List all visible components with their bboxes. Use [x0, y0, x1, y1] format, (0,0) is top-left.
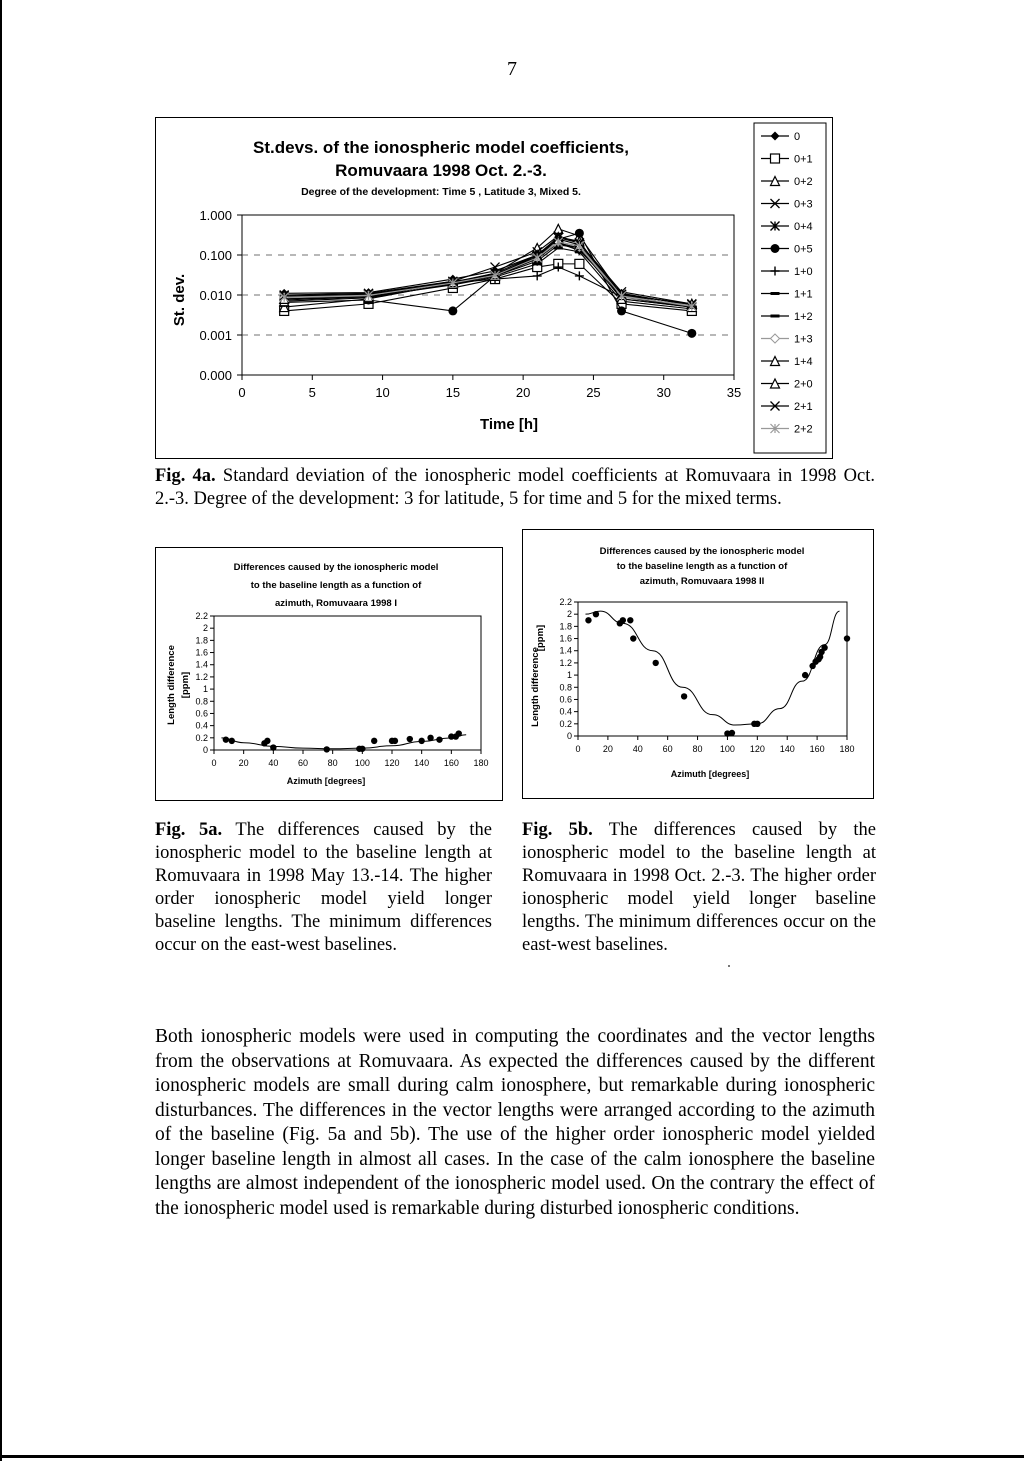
fig5a-chart-box — [155, 547, 503, 801]
fig5b-data-point — [620, 617, 626, 623]
fig5a-y-tick-label: 0.6 — [195, 708, 208, 719]
fig5b-data-point — [729, 730, 735, 736]
fig5a-x-tick-label: 160 — [443, 758, 459, 768]
fig5b-y-tick-label: 0.4 — [559, 706, 572, 717]
fig4-title-line2: Romuvaara 1998 Oct. 2.-3. — [335, 161, 547, 180]
fig5a-data-point — [456, 730, 462, 736]
fig5b-data-point — [653, 660, 659, 666]
fig5b-data-point — [821, 644, 827, 650]
fig4-title: St.devs. of the ionospheric model coefficients, — [253, 138, 629, 157]
fig5a-x-tick-label: 100 — [354, 758, 370, 768]
fig4-legend-label: 0 — [794, 131, 801, 143]
fig5a-x-tick-label: 180 — [473, 758, 489, 768]
fig5b-data-point — [844, 635, 850, 641]
fig4-y-tick-label: 0.001 — [199, 328, 232, 343]
fig5b-data-point — [802, 672, 808, 678]
page-edge-bottom — [0, 1455, 1024, 1458]
fig5a-y-axis-unit: [ppm] — [180, 671, 191, 699]
fig4-x-tick-label: 30 — [656, 385, 671, 400]
fig5a-y-tick-label: 0.4 — [195, 720, 208, 731]
fig5b-y-tick-label: 1.4 — [559, 645, 572, 656]
fig4-caption-label: Fig. 4a. — [155, 466, 216, 486]
fig4-x-tick-label: 15 — [445, 385, 461, 400]
fig4-y-tick-label: 1.000 — [199, 208, 232, 223]
fig5a-x-tick-label: 40 — [268, 758, 279, 768]
fig4-chart-box — [155, 117, 833, 459]
fig5b-x-tick-label: 20 — [602, 744, 613, 754]
fig5a-title-line3: azimuth, Romuvaara 1998 I — [275, 598, 397, 609]
fig5a-title-line1: Differences caused by the ionospheric model — [233, 562, 439, 573]
fig5b-x-tick-label: 100 — [719, 744, 735, 754]
fig5a-caption — [155, 819, 492, 957]
fig5a-x-tick-label: 140 — [414, 758, 430, 768]
fig4-subtitle: Degree of the development: Time 5 , Latitude 3, Mixed 5. — [301, 186, 581, 198]
fig5b-data-point — [681, 693, 687, 699]
fig4-legend-box — [754, 123, 826, 453]
fig4-legend-marker — [771, 244, 780, 253]
fig5b-x-axis-label: Azimuth [degrees] — [670, 769, 750, 779]
fig4-legend-label: 2+0 — [794, 378, 813, 391]
body-paragraph: Both ionospheric models were used in computing the coordinates and the vector lengths from the observations at Romuvaara. As expected the differences caused by the different ionospheric models are small during calm ionosphere, but remarkable during ionospheric disturbances. The differences in the vector lengths were arranged according to the azimuth of the baseline (Fig. 5a and 5b). The use of the higher order ionospheric model yielded longer baseline length in almost all cases. In the case of the calm ionosphere the baseline lengths are almost independent of the ionospheric model used. On the contrary the effect of the ionospheric model used is remarkable during disturbed ionospheric conditions. — [155, 1026, 875, 1219]
fig5b-data-point — [627, 617, 633, 623]
fig5b-y-tick-label: 2 — [566, 609, 572, 620]
fig4-legend-label: 1+0 — [794, 266, 813, 278]
fig5b-x-tick-label: 80 — [692, 744, 703, 754]
fig5a-x-tick-label: 120 — [384, 758, 400, 768]
fig5b-x-tick-label: 140 — [779, 744, 795, 754]
fig4-x-tick-label: 25 — [586, 385, 601, 400]
fig4-legend-label: 1+3 — [794, 333, 813, 346]
fig5a-y-tick-label: 1.8 — [195, 635, 208, 646]
fig4-y-tick-label: 0.100 — [199, 248, 232, 263]
page-edge-left — [0, 0, 2, 1461]
scan-speck — [728, 965, 730, 967]
fig4-point — [554, 246, 563, 249]
fig4-y-tick-label: 0.000 — [199, 368, 232, 383]
fig4-point — [533, 262, 542, 265]
fig4-point — [687, 329, 696, 338]
fig5a-y-tick-label: 1.4 — [195, 659, 208, 670]
fig5b-y-tick-label: 0.2 — [559, 718, 572, 729]
fig4-x-tick-label: 20 — [515, 385, 531, 400]
fig5a-y-axis-label: Length difference — [166, 645, 177, 725]
fig4-legend-label: 1+2 — [794, 311, 813, 323]
fig5a-x-tick-label: 0 — [211, 758, 217, 768]
fig5a-data-point — [427, 735, 433, 741]
fig5b-title-line2: to the baseline length as a function of — [616, 561, 788, 572]
fig5a-data-point — [392, 738, 398, 744]
fig5b-x-tick-label: 120 — [749, 744, 765, 754]
fig4-point — [575, 259, 584, 268]
fig5a-x-tick-label: 20 — [238, 758, 249, 768]
page-number: 7 — [507, 58, 517, 80]
fig4-y-axis-label: St. dev. — [171, 273, 188, 327]
fig5b-data-point — [585, 617, 591, 623]
fig4-legend-label: 0+5 — [794, 243, 813, 256]
fig5b-caption — [522, 819, 876, 957]
fig5a-data-point — [264, 738, 270, 744]
fig5b-x-tick-label: 160 — [809, 744, 825, 754]
fig5b-y-tick-label: 2.2 — [559, 597, 572, 607]
fig5b-y-axis-unit: [ppm] — [535, 624, 546, 652]
fig5a-x-tick-label: 60 — [297, 758, 309, 768]
fig5b-chart — [523, 530, 873, 798]
fig5b-y-axis-label: Length difference — [530, 647, 541, 727]
fig5a-caption-text: The differences caused by the ionospheric model to the baseline length at Romuvaara in 1998 May 13.-14. The higher order ionospheric model yield longer baseline lengths. The minimum differences occur on the east-west baselines. — [155, 820, 492, 955]
fig5a-x-tick-label: 80 — [327, 758, 338, 768]
fig5a-y-tick-label: 2 — [202, 623, 208, 634]
fig5a-y-tick-label: 0.2 — [195, 732, 208, 743]
fig5b-data-point — [754, 721, 760, 727]
fig5a-data-point — [229, 738, 235, 744]
fig4-caption — [155, 465, 875, 511]
fig5b-caption-label: Fig. 5b. — [522, 820, 593, 840]
fig5a-data-point — [371, 738, 377, 744]
fig5b-data-point — [593, 611, 599, 617]
fig4-x-axis-label: Time [h] — [479, 416, 539, 433]
fig4-legend-label: 0+1 — [794, 153, 813, 166]
fig5b-x-tick-label: 0 — [575, 744, 581, 754]
fig5a-data-point — [270, 744, 276, 750]
fig4-x-tick-label: 10 — [375, 385, 390, 400]
fig5b-x-tick-label: 40 — [632, 744, 643, 754]
fig5b-title-line1: Differences caused by the ionospheric model — [599, 546, 805, 557]
fig5a-data-point — [359, 746, 365, 752]
fig5a-y-tick-label: 0.8 — [195, 696, 208, 707]
fig4-legend-label: 0+4 — [794, 221, 813, 233]
fig5b-x-tick-label: 60 — [662, 744, 673, 754]
fig5b-chart-box — [522, 529, 874, 799]
fig5a-y-tick-label: 2.2 — [195, 611, 208, 621]
fig4-legend-label: 2+1 — [794, 401, 813, 413]
fig5a-y-tick-label: 1.6 — [195, 647, 208, 658]
fig4-legend-label: 1+4 — [794, 356, 813, 368]
fig5a-x-axis-label: Azimuth [degrees] — [286, 776, 366, 786]
fig5a-data-point — [436, 736, 442, 742]
fig5b-y-tick-label: 0.6 — [559, 694, 572, 705]
fig4-x-tick-label: 0 — [238, 385, 246, 400]
fig5a-title-line2: to the baseline length as a function of — [250, 580, 422, 591]
fig5a-chart — [156, 548, 502, 800]
fig5b-y-tick-label: 0 — [566, 731, 572, 741]
fig5a-data-point — [418, 738, 424, 744]
fig5b-y-tick-label: 1.2 — [559, 657, 572, 668]
fig4-legend-marker — [771, 292, 780, 295]
fig5b-data-point — [630, 635, 636, 641]
fig5a-plot-area — [214, 616, 481, 750]
fig5a-data-point — [324, 746, 330, 752]
fig5b-y-tick-label: 1.6 — [559, 633, 572, 644]
fig5b-y-tick-label: 0.8 — [559, 682, 572, 693]
fig4-point — [448, 306, 457, 315]
fig4-legend-label: 2+2 — [794, 423, 813, 436]
fig4-legend-label: 1+1 — [794, 288, 813, 301]
fig4-x-tick-label: 35 — [726, 385, 742, 400]
fig5a-caption-label: Fig. 5a. — [155, 820, 223, 840]
fig5b-x-tick-label: 180 — [839, 744, 855, 754]
fig5b-caption-text: The differences caused by the ionospheric model to the baseline length at Romuvaara in 1998 Oct. 2.-3. The higher order ionospheric model yield longer baseline lengths. The minimum differences occur on the east-west baselines. — [522, 820, 877, 955]
fig5b-y-tick-label: 1.8 — [559, 621, 572, 632]
fig4-legend-marker — [771, 315, 780, 318]
fig5a-data-point — [223, 736, 229, 742]
fig4-x-tick-label: 5 — [308, 385, 316, 400]
fig5a-data-point — [407, 736, 413, 742]
fig4-legend-marker — [771, 154, 780, 163]
fig5b-y-tick-label: 1 — [566, 670, 572, 681]
fig4-point — [617, 306, 626, 315]
fig5a-y-tick-label: 1.2 — [195, 671, 208, 682]
fig5b-title-line3: azimuth, Romuvaara 1998 II — [639, 576, 765, 587]
fig5a-y-tick-label: 0 — [202, 745, 208, 755]
fig5a-y-tick-label: 1 — [202, 684, 208, 695]
fig4-legend-label: 0+3 — [794, 198, 813, 211]
fig4-y-tick-label: 0.010 — [199, 288, 232, 303]
fig4-chart — [156, 118, 832, 458]
fig4-caption-text: Standard deviation of the ionospheric model coefficients at Romuvaara in 1998 Oct. 2.-3. Degree of the development: 3 for latitude, 5 for time and 5 for the mixed terms. — [155, 466, 875, 509]
fig4-legend-label: 0+2 — [794, 176, 813, 188]
